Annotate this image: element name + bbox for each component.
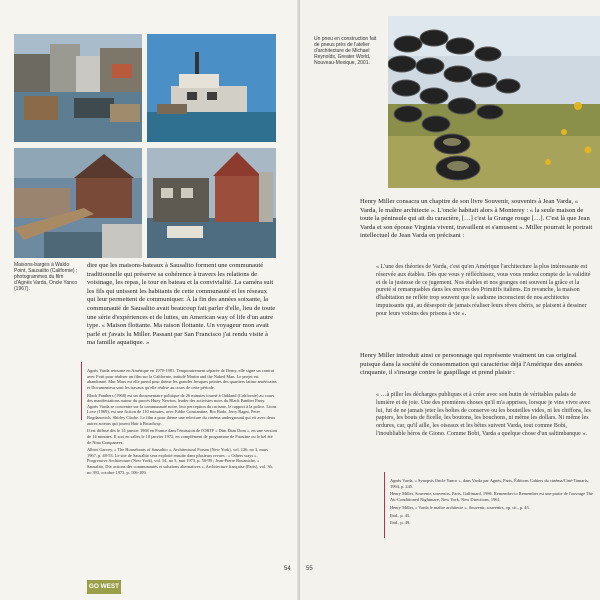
right-body-text-2 — [360, 352, 594, 378]
note-marker-bar — [384, 472, 385, 538]
page-number-right: 55 — [306, 566, 313, 572]
block-quote-1: « L'une des théories de Varda, c'est qu'en Amérique l'architecture la plus intéressante est réservée aux étables. Dès que vous y réfléchissez, vous vous rendez compte de la validité et de la justesse de ce jugement. Nos étables et nos granges ont souvent la grâce et la pureté si remarquables dans les œuvres des Primitifs italiens. En revanche, la maison d'habitation ne reflète trop souvent que le sadisme inconscient de nos architectes impuissants qui, au désespoir de jamais réaliser leurs rêves chéris, se plaisent à dessiner pour leurs voisins des prisons à vie ». — [376, 264, 591, 317]
note-marker-bar — [81, 362, 82, 420]
footnote: Henry Miller, « Varda le maître architecte », Souvenir, souvenirs, op. cit., p. 45. — [390, 504, 530, 510]
page-number-left: 54 — [284, 566, 291, 572]
left-footnotes — [87, 368, 277, 477]
right-body-paragraph-1: Henry Miller consacra un chapitre de son livre Souvenir, souvenirs à Jean Varda, « Varda, le maître architecte ». L'oncle habitait alors à Monterey : « la seule maison de toute la péninsule qui ait du caractère, […] c'est la Grange rouge […]. C'est là que Jean Varda et son épouse Virginia vivent, travaillent et s'amusent ». Miller pourrait le portrait intellectuel de Jean Varda en précisant : — [360, 198, 593, 240]
right-body-text-1 — [360, 198, 594, 241]
right-body-paragraph-2: Henry Miller introduit ainsi ce personnage qui représente vraiment un cas original puisque dans la société de consommation qui caractérise déjà l'Amérique des années cinquante, il s'insurge contre le gaspillage et prend plaisir : — [360, 352, 583, 377]
footnote: Il est diffusé dès le 14 janvier 1968 en France dans l'émission de l'ORTF « Dim Dam Dom », en une version de 14 minutes. Il sort en salles le 18 janvier 1972, en complément de programme de Faustine ou le bel été de Nina Companeez. — [87, 428, 277, 445]
footnote: Agnès Varda, « Synopsis Oncle Yanco », dans Varda par Agnès, Paris, Éditions Cahiers du cinéma/Ciné-Tamaris, 1994, p. 245. — [390, 478, 589, 489]
footnote: Ibid., p. 49. — [390, 520, 411, 526]
photo-boardwalk — [14, 148, 142, 258]
right-page — [300, 0, 600, 600]
photo-houseboat-sky — [147, 34, 276, 142]
photo-harbor-houses — [14, 34, 142, 142]
caption-tires: Un pneu en construction fait de pneus près de l'atelier d'architecture de Michael Reynolds, Greater World, Nouveau-Mexique, 2001. — [314, 36, 377, 66]
right-footnotes — [390, 478, 594, 528]
block-quote-2: « …à piller les décharges publiques et à créer avec son butin de véritables palais de lumière et de joie. Une des premières choses qu'il m'a apprises, lorsque je vins vivre avec lui, fut de ne jamais jeter les boîtes de conserve ou les bouteilles vides, ni les chiffons, les papiers, les bouts de ficelle, les boutons, les bouchons, ni même les dollars. Ni même les ordures, car, qu'il aille, les oiseaux et les bêtes suivent Varda, tout comme Bobi, l'inoubliable héros de Giono. Comme Bobi, Varda a quelque chose d'un saltimbanque ». — [376, 392, 591, 437]
footnote: Ibid., p. 45. — [390, 512, 411, 518]
footnote: Agnès Varda retourne en Amérique en 1970-1981. Temporairement séparée de Demy, elle signe un contrat avec Fotti pour réaliser un film sur la Californie, intitulé Martin and the Naked Man. Le projet est abandonné. Mur Murs est elle prend pour thème les grandes fresques peintes des quartiers latino-américains et Documenteur sont les travaux qu'elle réalise au cours de cette période. — [87, 368, 277, 390]
left-body-paragraph: dire que les maisons-bateaux à Sausalito forment une communauté traditionnelle qui préserve sa cohérence à travers les relations de voisinage, les repas, le tour en bateau et la convivialité. La caméra suit les fils qui unissent les habitants de cette communauté et les réseaux qui leur permettent de communiquer. À la fin des années soixante, la communauté de Sausalito avait beaucoup fait parler d'elle, lieu de toute une série d'expériences et de luttes, un American way of life d'un autre type. « Maison flottante. Ma raison flottante. Un voyageur mon avait parlé et j'avais lu Miller. Passant par San Francisco j'ai rendu visite à ma famille aquatique. » — [87, 262, 276, 347]
footnote: Black Panthers (1968) est un documentaire politique de 26 minutes tourné à Oakland (Californie) au cours des manifestations autour du procès Huey Newton, leader des activistes noirs du Black Panther Party. Agnès Varda se concentre sur la communauté noire, leur perception du racisme, le rapport à la police. Lions Love (1969), est une fiction de 110 minutes, avec Eddie Constantine, Rio Rado, Jerry Ragni, Peter Bogdanovich, Shirley Clarke. Le film a pour thème une relecture du cinéma underground qui vit avec deux autres acteurs qui jouent Hair à Broadway. — [87, 392, 277, 426]
footnote: Henry Miller, Souvenir, souvenirs, Paris, Gallimard, 1986. Remember to Remember est une partie de l'ouvrage The Air-Conditioned Nightmare, New York, New Directions, 1961. — [390, 491, 593, 502]
section-tag: GO WEST — [87, 580, 121, 594]
footnote: Albert Garvey, « The Houseboats of Sausalito », Architectural Forum (New York), vol. 126, no 3, mars 1967, p. 48-53. Le site de Sausalito sera exploité ensuite dans plusieurs revues : « Others ways », Progressive Architecture (New York), vol. 54, no 5, mai 1973, p. 50-99 ; Jean-Pierre Bouaniche, « Sausalito, Dix actions des communautés et solutions alternatives », Architecture française (Paris), vol. 36, no 393, octobre 1975, p. 106-109. — [87, 447, 273, 475]
left-body-text — [87, 262, 277, 348]
photo-tire-wall — [388, 16, 600, 188]
caption-houseboats: Maisons-barges à Waldo Point, Sausalito (Californie) ; photogrammes du film d'Agnès Varda, Oncle Yanco (1967). — [14, 262, 78, 292]
photo-boats — [147, 148, 276, 258]
